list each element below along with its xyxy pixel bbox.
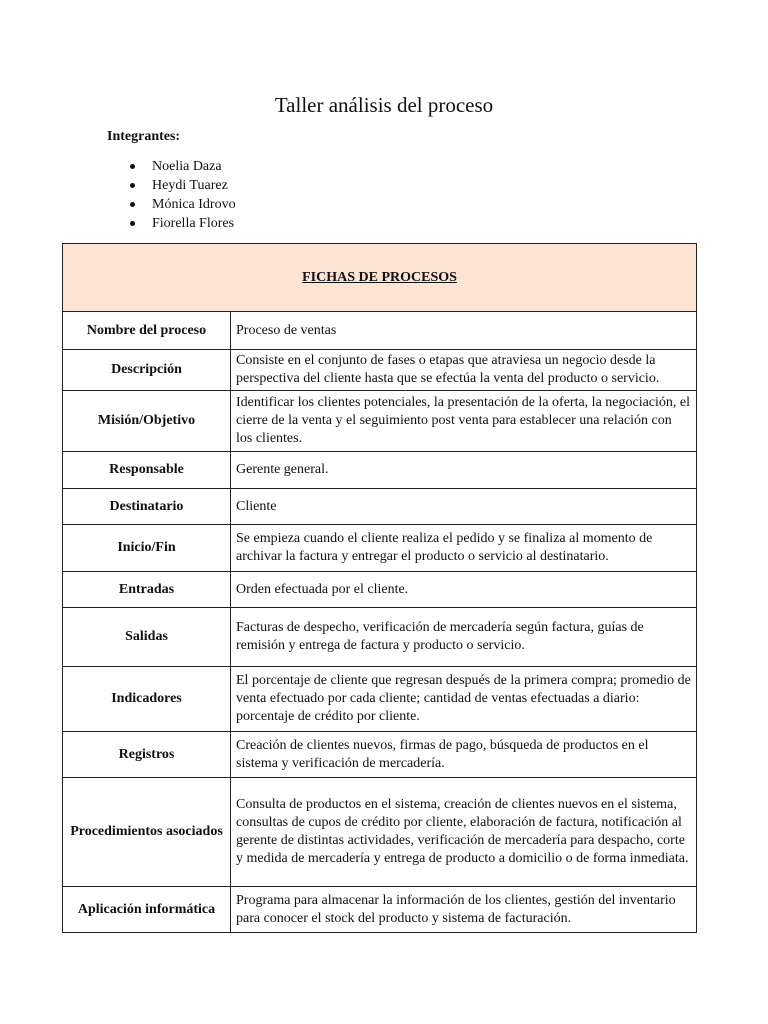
members-list [130, 157, 236, 233]
row-label: Indicadores [63, 667, 231, 732]
table-row [63, 608, 697, 667]
row-value: Gerente general. [231, 452, 697, 489]
table-row [63, 887, 697, 933]
table-row [63, 489, 697, 525]
row-value: Proceso de ventas [231, 312, 697, 350]
members-label: Integrantes: [107, 129, 181, 144]
row-value: Identificar los clientes potenciales, la presentación de la oferta, la negociación, el cierre de la venta y el seguimiento post venta para establecer una relación con los clientes. [231, 391, 697, 452]
row-value: El porcentaje de cliente que regresan después de la primera compra; promedio de venta efectuado por cada cliente; cantidad de ventas efectuadas a diario: porcentaje de crédito por cliente. [231, 667, 697, 732]
table-row [63, 391, 697, 452]
row-value: Creación de clientes nuevos, firmas de pago, búsqueda de productos en el sistema y verificación de mercadería. [231, 732, 697, 778]
row-value: Orden efectuada por el cliente. [231, 572, 697, 608]
document-title: Taller análisis del proceso [274, 93, 494, 117]
process-sheet-table [62, 243, 697, 933]
list-item: Heydi Tuarez [130, 176, 236, 195]
row-label: Nombre del proceso [63, 312, 231, 350]
row-label: Registros [63, 732, 231, 778]
row-label: Descripción [63, 350, 231, 391]
table-row [63, 572, 697, 608]
list-item: Fiorella Flores [130, 214, 236, 233]
row-label: Aplicación informática [63, 887, 231, 933]
sheet-header: FICHAS DE PROCESOS [63, 244, 697, 312]
table-row [63, 732, 697, 778]
table-row [63, 525, 697, 572]
row-label: Responsable [63, 452, 231, 489]
row-value: Programa para almacenar la información de los clientes, gestión del inventario para conocer el stock del producto y sistema de facturación. [231, 887, 697, 933]
row-value: Se empieza cuando el cliente realiza el pedido y se finaliza al momento de archivar la factura y entregar el producto o servicio al destinatario. [231, 525, 697, 572]
table-row [63, 667, 697, 732]
table-row [63, 452, 697, 489]
row-label: Inicio/Fin [63, 525, 231, 572]
row-value: Cliente [231, 489, 697, 525]
table-row [63, 312, 697, 350]
list-item: Mónica Idrovo [130, 195, 236, 214]
table-row [63, 778, 697, 887]
row-label: Procedimientos asociados [63, 778, 231, 887]
row-label: Salidas [63, 608, 231, 667]
row-label: Destinatario [63, 489, 231, 525]
table-row [63, 350, 697, 391]
row-value: Consulta de productos en el sistema, creación de clientes nuevos en el sistema, consultas de cupos de crédito por cliente, elaboración de factura, notificación al gerente de distintas actividades, verificación de mercadería para despacho, corte y medida de mercadería y entrega de producto a domicilio o de forma inmediata. [231, 778, 697, 887]
table-header-row [63, 244, 697, 312]
row-value: Consiste en el conjunto de fases o etapas que atraviesa un negocio desde la perspectiva del cliente hasta que se efectúa la venta del producto o servicio. [231, 350, 697, 391]
row-label: Entradas [63, 572, 231, 608]
row-value: Facturas de despecho, verificación de mercadería según factura, guías de remisión y entrega de factura y producto o servicio. [231, 608, 697, 667]
list-item: Noelia Daza [130, 157, 236, 176]
row-label: Misión/Objetivo [63, 391, 231, 452]
